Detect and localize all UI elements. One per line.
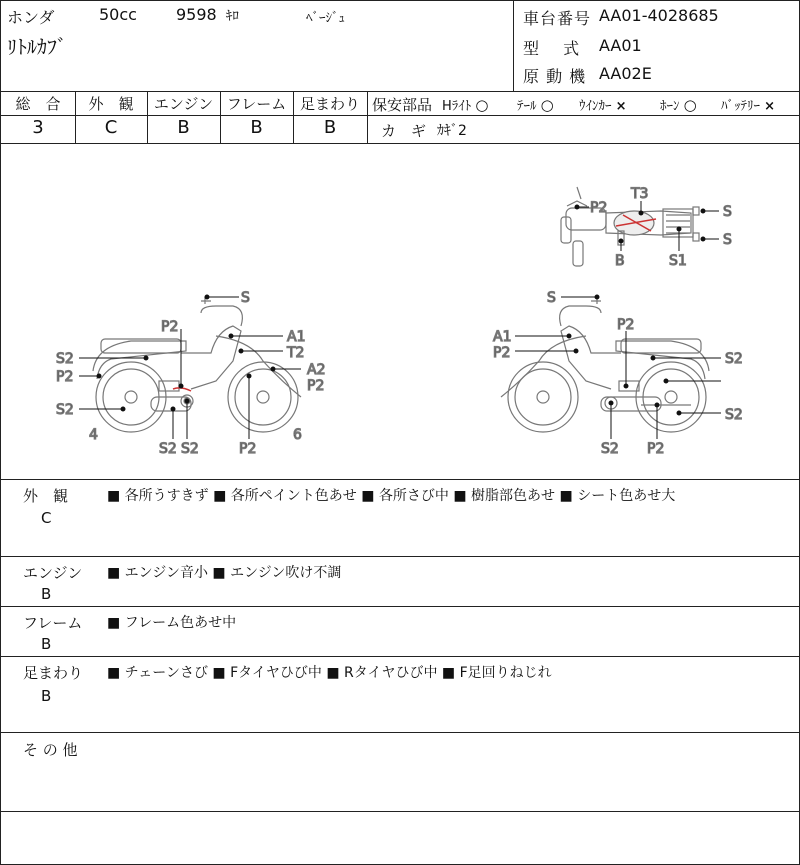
section-rule [1,732,799,733]
diagram-label: S2 [181,441,199,457]
grade-value-exterior: C [104,117,118,138]
mileage-value: 9598 [176,5,217,24]
section-title-engine: エンジン [23,564,83,582]
section-rule [1,811,799,812]
grade-label-frame: フレーム [226,95,287,113]
diagram-label: A1 [287,329,306,345]
grade-col-divider [367,91,368,143]
displacement: 50cc [99,5,137,24]
diagram-label: T2 [287,345,305,361]
section-notes-engine: ■ エンジン音小 ■ エンジン吹け不調 [107,565,342,581]
diagram-label: T3 [631,186,649,202]
mileage [176,5,239,24]
section-rule [1,556,799,557]
security-mid-rule [367,115,799,116]
section-notes-suspension: ■ チェーンさび ■ Fタイヤひび中 ■ Rタイヤひび中 ■ F足回りねじれ [107,665,552,681]
frame-no-label: 車台番号 [523,9,592,28]
security-item-name: ﾊﾞｯﾃﾘｰ [721,99,760,114]
diagram-label: P2 [647,441,665,457]
security-item-mark: ○ [683,96,697,114]
security-item-mark: × [764,99,776,114]
section-rule [1,656,799,657]
diagram-label: P2 [590,200,608,216]
mileage-unit: ｷﾛ [225,9,239,24]
section-rule [1,606,799,607]
diagram-label: 6 [293,427,302,443]
diagram-label: P2 [493,345,511,361]
diagram-label: S [241,290,250,306]
section-grade-engine: B [41,585,52,603]
security-label: 保安部品 [372,96,433,114]
grade-label-total: 総 合 [15,95,61,113]
grades-mid-rule [1,115,367,116]
security-item-name: ﾎｰﾝ [660,99,680,114]
bike-left-view-icon [93,297,301,432]
grade-value-suspension: B [323,117,337,138]
grade-value-engine: B [177,117,190,138]
header-divider [513,1,514,91]
diagram-label: S [547,290,556,306]
security-item [579,95,627,114]
type-label: 型 式 [523,39,581,58]
engine-value: AA02E [599,64,652,83]
grade-value-frame: B [250,117,263,138]
section-grade-frame: B [41,635,52,653]
diagram-label: 4 [89,427,98,443]
diagram-label: S2 [725,407,743,423]
section-notes-frame: ■ フレーム色あせ中 [107,615,237,631]
security-item [721,95,775,114]
diagram-label: P2 [307,378,325,394]
diagram-label: S2 [56,402,74,418]
section-title-frame: フレーム [23,614,83,632]
security-item-name: ｳｲﾝｶｰ [579,99,612,114]
grade-value-total: 3 [32,117,44,138]
section-title-suspension: 足まわり [23,664,84,682]
diagram-label: B [615,253,625,269]
section-notes-exterior: ■ 各所うすきず ■ 各所ペイント色あせ ■ 各所さび中 ■ 樹脂部色あせ ■ シート色あせ大 [107,488,676,504]
security-item-mark: ○ [540,96,554,114]
diagram-label: P2 [161,319,179,335]
section-grade-suspension: B [41,687,52,705]
model-name: ﾘﾄﾙｶﾌﾞ [7,35,67,59]
diagram-label: A1 [493,329,512,345]
diagram-label: S1 [669,253,687,269]
security-item [660,95,697,114]
security-item-mark: ○ [475,96,489,114]
diagram-label: S [723,232,732,248]
security-item-name: ﾃｰﾙ [517,99,537,114]
color: ﾍﾞｰｼﾞｭ [306,11,345,26]
security-item [517,95,554,114]
security-item-name: Hﾗｲﾄ [442,99,472,114]
section-grade-exterior: C [41,509,52,527]
section-rule [1,479,799,480]
diagram-label: A2 [307,362,326,378]
diagram-label: P2 [56,369,74,385]
security-item [442,95,489,114]
section-title-other: そ の 他 [23,741,78,759]
diagram-label: P2 [239,441,257,457]
grades-top-rule [1,91,799,92]
grade-label-suspension: 足まわり [299,95,360,113]
grade-label-exterior: 外 観 [88,95,134,113]
diagram-label: S2 [159,441,177,457]
frame-no: AA01-4028685 [599,6,719,25]
diagram-label: S2 [56,351,74,367]
type-value: AA01 [599,36,642,55]
engine-label: 原 動 機 [523,67,587,86]
key-label: カ ギ [381,122,427,140]
diagram-label: S2 [601,441,619,457]
diagram-label: S [723,204,732,220]
security-item-mark: × [615,99,627,114]
damage-diagram [1,144,799,479]
maker: ホンダ [7,8,55,27]
key-value: ｶｷﾞ2 [437,123,467,139]
diagram-label: P2 [617,317,635,333]
grade-label-engine: エンジン [153,95,214,113]
diagram-label: S2 [725,351,743,367]
section-title-exterior: 外 観 [23,487,69,505]
